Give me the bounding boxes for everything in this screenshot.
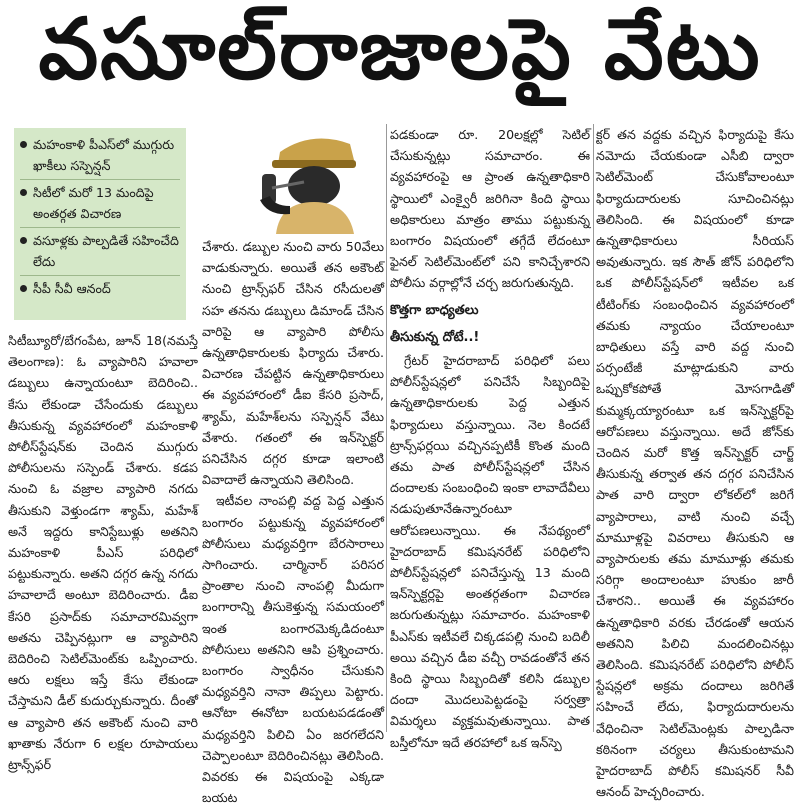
highlight-item [20,276,180,302]
highlight-item [20,180,180,228]
article-column-2 [202,236,384,806]
article-column-4 [596,124,794,800]
face-shadow [288,166,340,206]
police-officer-illustration [250,130,370,234]
highlight-item [20,228,180,276]
subheading: కొత్తగా బాధ్యతలు [390,302,479,318]
body-paragraph: ఇటీవల నాంపల్లి వద్ద పెద్ద ఎత్తున బంగారం పట్టుకున్న వ్యవహారంలో పోలీసులు మధ్యవర్తిగా బేరసారాలు సాగించారు. చార్మినార్ పరిసర ప్రాంతాల నుంచి నాంపల్లి మీదుగా బంగారాన్ని తీసుకెళ్తున్న సమయంలో ఇంత బంగారమెక్కడిదంటూ పోలీసులు అతనిని ఆపి ప్రశ్నించారు. బంగారం స్వాధీనం చేసుకుని మధ్యవర్తిని నానా తిప్పలు పెట్టారు. ఆనోటా ఈనోటా బయటపడడంతో మధ్యవర్తిని పిలిచి ఏం జరగలేదని చెప్పాలంటూ బెదిరించినట్లు తెలిసింది. వివరకు ఈ విషయంపై ఎక్కడా బయట [202,493,384,806]
highlight-text: వసూళ్లకు పాల్పడితే సహించేది లేదు [33,233,179,269]
body-paragraph: సిటీబ్యూరో/బేగంపేట, జూన్ 18(నమస్తే తెలంగాణ): ఓ వ్యాపారిని హవాలా డబ్బులు ఉన్నాయంటూ బెదిరించి.. కేసు లేకుండా చేసేందుకు డబ్బులు తీసుకున్న వ్యవహారంలో మహంకాళి పోలీస్‌స్టేషన్‌కు చెందిన ముగ్గురు పోలీసులను సస్పెండ్ చేశారు. కడప నుంచి ఓ వజ్రాల వ్యాపారి నగదు తీసుకుని వెళ్తుండగా శ్యామ్, మహేశ్ అనే ఇద్దరు కానిస్టేబుళ్లు అతనిని మహంకాళి పీఎస్ పరిధిలో పట్టుకున్నారు. అతని దగ్గర ఉన్న నగదు హవాలాదే అంటూ బెదిరించారు. డీఐ కేసరి ప్రసాద్‌కు సమాచారమివ్వగా అతను చెప్పినట్లుగా ఆ వ్యాపారిని బెదిరించి సెటిల్‌మెంట్‌కు ఒప్పించారు. ఆరు లక్షలు ఇస్తే కేసు లేకుండా చేస్తామని డీల్ కుదుర్చుకున్నారు. దీంతో ఆ వ్యాపారి తన అకౌంట్ నుంచి వారి ఖాతాకు నేరుగా 6 లక్షల రూపాయలు ట్రాన్స్‌ఫర్ [8,333,198,773]
bullet-icon [20,141,27,148]
column-divider [386,124,387,732]
article-column-1 [8,330,198,773]
subheading: తీసుకున్న దోటే..! [390,329,480,345]
bullet-icon [20,285,27,292]
body-paragraph: క్టర్ తన వద్దకు వచ్చిన ఫిర్యాదుపై కేసు నమోదు చేయకుండా ఎసీబి ద్వారా సెటిల్‌మెంట్ చేసుకోవాలంటూ ఫిర్యాదుదారులకు సూచించినట్లు తెలిసింది. ఈ విషయంలో కూడా ఉన్నతాధికారులు సీరియస్ అవుతున్నారు. ఇక సౌత్ జోన్ పరిధిలోని ఒక పోలీస్‌స్టేషన్‌లో ఇటీవల ఒక టీటింగ్‌కు సంబంధించిన వ్యవహారంలో తమకు న్యాయం చేయాలంటూ బాధితులు వస్తే వారి వద్ద నుంచి పర్సంటేజీ మాట్లాడుకుని వారు ఒప్పుకోకపోతే మోసగాడితో కుమ్మక్కయ్యారంటూ ఒక ఇన్‌స్పెక్టర్‌పై ఆరోపణలు వస్తున్నాయి. అదే జోన్‌కు చెందిన మరో కొత్త ఇన్‌స్పెక్టర్ చార్జ్ తీసుకున్న తర్వాత తన దగ్గర పనిచేసిన పాత వారి ద్వారా లోకల్‌లో జరిగే వ్యాపారాలు, వాటి నుంచి వచ్చే మామూళ్లపై వివరాలు తీసుకుని ఆ వ్యాపారులకు తమ మామూళ్లు తమకు సరిగ్గా అందాలంటూ హుకుం జారీ చేశారని.. అయితే ఈ వ్యవహారం ఉన్నతాధికారి వరకు చేరడంతో ఆయన అతనిని పిలిచి మందలించినట్లు తెలిసింది. కమిషనరేట్ పరిధిలోని పోలీస్ స్టేషన్లలో అక్రమ దందాలు జరిగితే సహించే లేదు, ఫిర్యాదుదారులను వేధించినా సెటిల్‌మెంట్లకు పాల్పడినా కఠినంగా చర్యలు తీసుకుంటామని హైదరాబాద్ పోలీస్ కమిషనర్ సీవీ ఆనంద్ హెచ్చరించారు. [596,127,794,800]
body-paragraph: చేశారు. డబ్బుల నుంచి వారు 50వేలు వాడుకున్నారు. అయితే తన అకౌంట్ నుంచి ట్రాన్స్‌ఫర్ చేసిన రసీదులతో సహ తనను డబ్బులు డిమాండ్ చేసిన వారిపై ఆ వ్యాపారి పోలీసు ఉన్నతాధికారులకు ఫిర్యాదు చేశారు. విచారణ చేపట్టిన ఉన్నతాధికారులు ఈ వ్యవహారంలో డీఐ కేసరి ప్రసాద్, శ్యామ్, మహేశ్‌లను సస్పెన్షన్ వేటు వేశారు. గతంలో ఈ ఇన్‌స్పెక్టర్ పనిచేసిన దగ్గర కూడా ఇలాంటి వివాదాలే ఉన్నాయని తెలిసింది. [202,239,384,488]
highlight-text: సీపీ సీవీ ఆనంద్ [33,281,111,296]
bullet-icon [20,237,27,244]
highlight-item [20,132,180,180]
article-column-3 [390,124,590,750]
column-divider [593,124,594,732]
body-paragraph: పడకుండా రూ. 20లక్షల్లో సెటిల్ చేసుకున్నట్లు సమాచారం. ఈ వ్యవహారంపై ఆ ప్రాంత ఉన్నతాధికారి స్థాయిలో ఎంక్వైరీ జరిగినా కింది స్థాయి అధికారులు మాత్రం తాము పట్టుకున్న బంగారం విషయంలో తగ్గేదే లేదంటూ ఫైనల్ సెటిల్‌మెంట్‌లో పని కానిచ్చేశారని పోలీసు వర్గాల్లోనే చర్చ జరుగుతున్నది. [390,127,590,291]
body-paragraph: గ్రేటర్ హైదరాబాద్ పరిధిలో పలు పోలీస్‌స్టేషన్లలో పనిచేసే సిబ్బందిపై ఉన్నతాధికారులకు పెద్ద ఎత్తున ఫిర్యాదులు వస్తున్నాయి. నెల కిందటే ట్రాన్స్‌ఫర్లయి వచ్చినప్పటికీ కొంత మంది తమ పాత పోలీస్‌స్టేషన్లలో చేసిన దందాలకు సంబంధించి ఇంకా లావాదేవీలు నడుపుతూనేఉన్నారంటూ ఆరోపణలున్నాయి. ఈ నేపథ్యంలో హైదరాబాద్ కమిషనరేట్ పరిధిలోని పోలీస్‌స్టేషన్లలో పనిచేస్తున్న 13 మంది ఇన్‌స్పెక్టర్లపై అంతర్గతంగా విచారణ జరుగుతున్నట్లు సమాచారం. మహంకాళి పీఎస్‌కు ఇటీవలే చిక్కడపల్లి నుంచి బదిలీ అయి వచ్చిన డీఐ వచ్చీ రావడంతోనే తన కింది స్థాయి సిబ్బందితో కలిసి డబ్బుల దందా మొదలుపెట్టడంపై సర్వత్రా విమర్శలు వ్యక్తమవుతున్నాయి. పాత బస్తీలోనూ ఇదే తరహాలో ఒక ఇన్‌స్పె [390,353,590,750]
highlight-text: సిటీలో మరో 13 మందిపై అంతర్గత విచారణ [33,185,154,221]
bullet-icon [20,189,27,196]
headline: వసూల్‌రాజాలపై వేటు [38,0,762,98]
highlight-text: మహంకాళి పీఎస్‌లో ముగ్గురు ఖాకీలు సస్పెన్షన్ [33,137,175,173]
highlights-box [14,128,186,320]
